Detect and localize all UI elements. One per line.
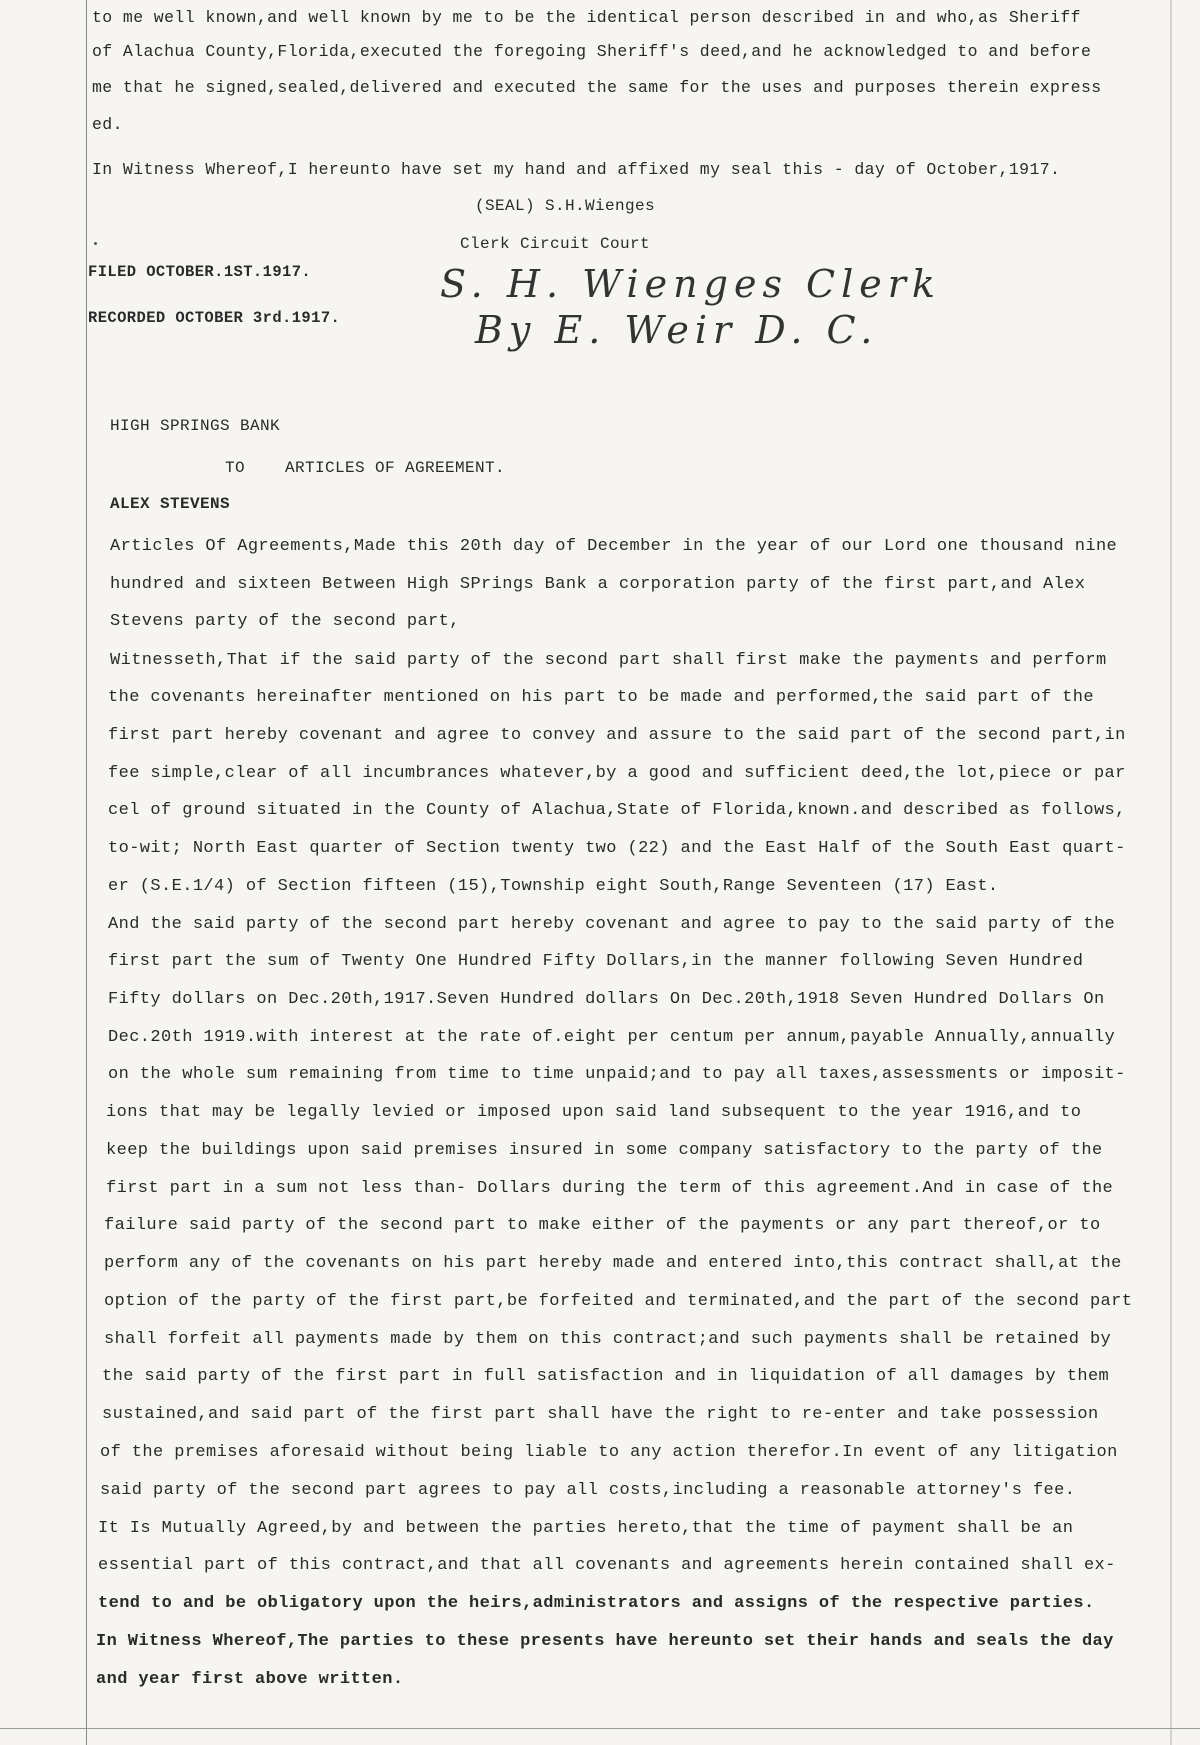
agreement-line-5: the covenants hereinafter mentioned on his part to be made and performed,the said part of the <box>108 688 1094 707</box>
to-label: TO <box>225 459 246 477</box>
agreement-line-6: first part hereby covenant and agree to convey and assure to the said part of the second part,in <box>108 726 1126 745</box>
agreement-line-22: shall forfeit all payments made by them on this contract;and such payments shall be retained by <box>104 1330 1112 1349</box>
agreement-line-18: first part in a sum not less than- Dollars during the term of this agreement.And in case of the <box>106 1179 1114 1198</box>
agreement-line-21: option of the party of the first part,be forfeited and terminated,and the part of the second part <box>104 1292 1133 1311</box>
right-page-edge <box>1170 0 1172 1745</box>
certificate-line-3: me that he signed,sealed,delivered and executed the same for the uses and purposes therein express <box>92 78 1102 97</box>
certificate-line-2: of Alachua County,Florida,executed the foregoing Sheriff's deed,and he acknowledged to and before <box>92 42 1092 61</box>
agreement-line-3: Stevens party of the second part, <box>110 612 460 631</box>
recorded-stamp: RECORDED OCTOBER 3rd.1917. <box>88 309 341 327</box>
agreement-line-25: of the premises aforesaid without being liable to any action therefor.In event of any litigation <box>100 1443 1118 1462</box>
agreement-line-7: fee simple,clear of all incumbrances whatever,by a good and sufficient deed,the lot,piece or par <box>108 764 1126 783</box>
agreement-line-23: the said party of the first part in full satisfaction and in liquidation of all damages by them <box>102 1367 1110 1386</box>
agreement-line-29: tend to and be obligatory upon the heirs,administrators and assigns of the respective parties. <box>98 1594 1095 1613</box>
deputy-signature: By E. Weir D. C. <box>475 308 879 352</box>
party-second-heading: ALEX STEVENS <box>110 495 231 513</box>
seal-line: (SEAL) S.H.Wienges <box>475 197 656 215</box>
agreement-line-4: Witnesseth,That if the said party of the second part shall first make the payments and perform <box>110 651 1107 670</box>
agreement-line-13: Fifty dollars on Dec.20th,1917.Seven Hundred dollars On Dec.20th,1918 Seven Hundred Dollars On <box>108 990 1105 1009</box>
agreement-line-30: In Witness Whereof,The parties to these presents have hereunto set their hands and seals the day <box>96 1632 1114 1651</box>
clerk-title: Clerk Circuit Court <box>460 235 651 253</box>
agreement-line-17: keep the buildings upon said premises insured in some company satisfactory to the party of the <box>106 1141 1103 1160</box>
agreement-line-2: hundred and sixteen Between High SPrings Bank a corporation party of the first part,and Alex <box>110 575 1086 594</box>
certificate-line-1: to me well known,and well known by me to be the identical person described in and who,as Sheriff <box>92 8 1081 27</box>
clerk-signature: S. H. Wienges Clerk <box>440 262 941 306</box>
agreement-line-9: to-wit; North East quarter of Section twenty two (22) and the East Half of the South East quart- <box>108 839 1126 858</box>
party-first-heading: HIGH SPRINGS BANK <box>110 417 281 435</box>
agreement-line-10: er (S.E.1/4) of Section fifteen (15),Township eight South,Range Seventeen (17) East. <box>108 877 999 896</box>
margin-mark <box>94 242 97 245</box>
agreement-line-27: It Is Mutually Agreed,by and between the parties hereto,that the time of payment shall be an <box>98 1519 1074 1538</box>
agreement-line-20: perform any of the covenants on his part hereby made and entered into,this contract shall,at the <box>104 1254 1122 1273</box>
certificate-line-5: In Witness Whereof,I hereunto have set my hand and affixed my seal this - day of October,1917. <box>92 160 1061 179</box>
agreement-line-19: failure said party of the second part to make either of the payments or any part thereof,or to <box>104 1216 1101 1235</box>
agreement-line-31: and year first above written. <box>96 1670 404 1689</box>
agreement-line-1: Articles Of Agreements,Made this 20th day of December in the year of our Lord one thousand nine <box>110 537 1118 556</box>
bottom-page-rule <box>0 1728 1200 1729</box>
agreement-line-28: essential part of this contract,and that all covenants and agreements herein contained shall ex- <box>98 1556 1116 1575</box>
agreement-title: ARTICLES OF AGREEMENT. <box>285 459 506 477</box>
agreement-line-16: ions that may be legally levied or imposed upon said land subsequent to the year 1916,and to <box>106 1103 1082 1122</box>
agreement-line-24: sustained,and said part of the first part shall have the right to re-enter and take possession <box>102 1405 1099 1424</box>
agreement-line-12: first part the sum of Twenty One Hundred Fifty Dollars,in the manner following Seven Hundred <box>108 952 1084 971</box>
agreement-line-11: And the said party of the second part hereby covenant and agree to pay to the said party of the <box>108 915 1116 934</box>
certificate-line-4: ed. <box>92 115 123 134</box>
filed-stamp: FILED OCTOBER.1ST.1917. <box>88 263 312 281</box>
agreement-line-26: said party of the second part agrees to pay all costs,including a reasonable attorney's fee. <box>100 1481 1076 1500</box>
agreement-line-14: Dec.20th 1919.with interest at the rate of.eight per centum per annum,payable Annually,annually <box>108 1028 1116 1047</box>
left-margin-rule <box>86 0 87 1745</box>
agreement-line-8: cel of ground situated in the County of Alachua,State of Florida,known.and described as follows, <box>108 801 1126 820</box>
agreement-line-15: on the whole sum remaining from time to time unpaid;and to pay all taxes,assessments or imposit- <box>108 1065 1126 1084</box>
